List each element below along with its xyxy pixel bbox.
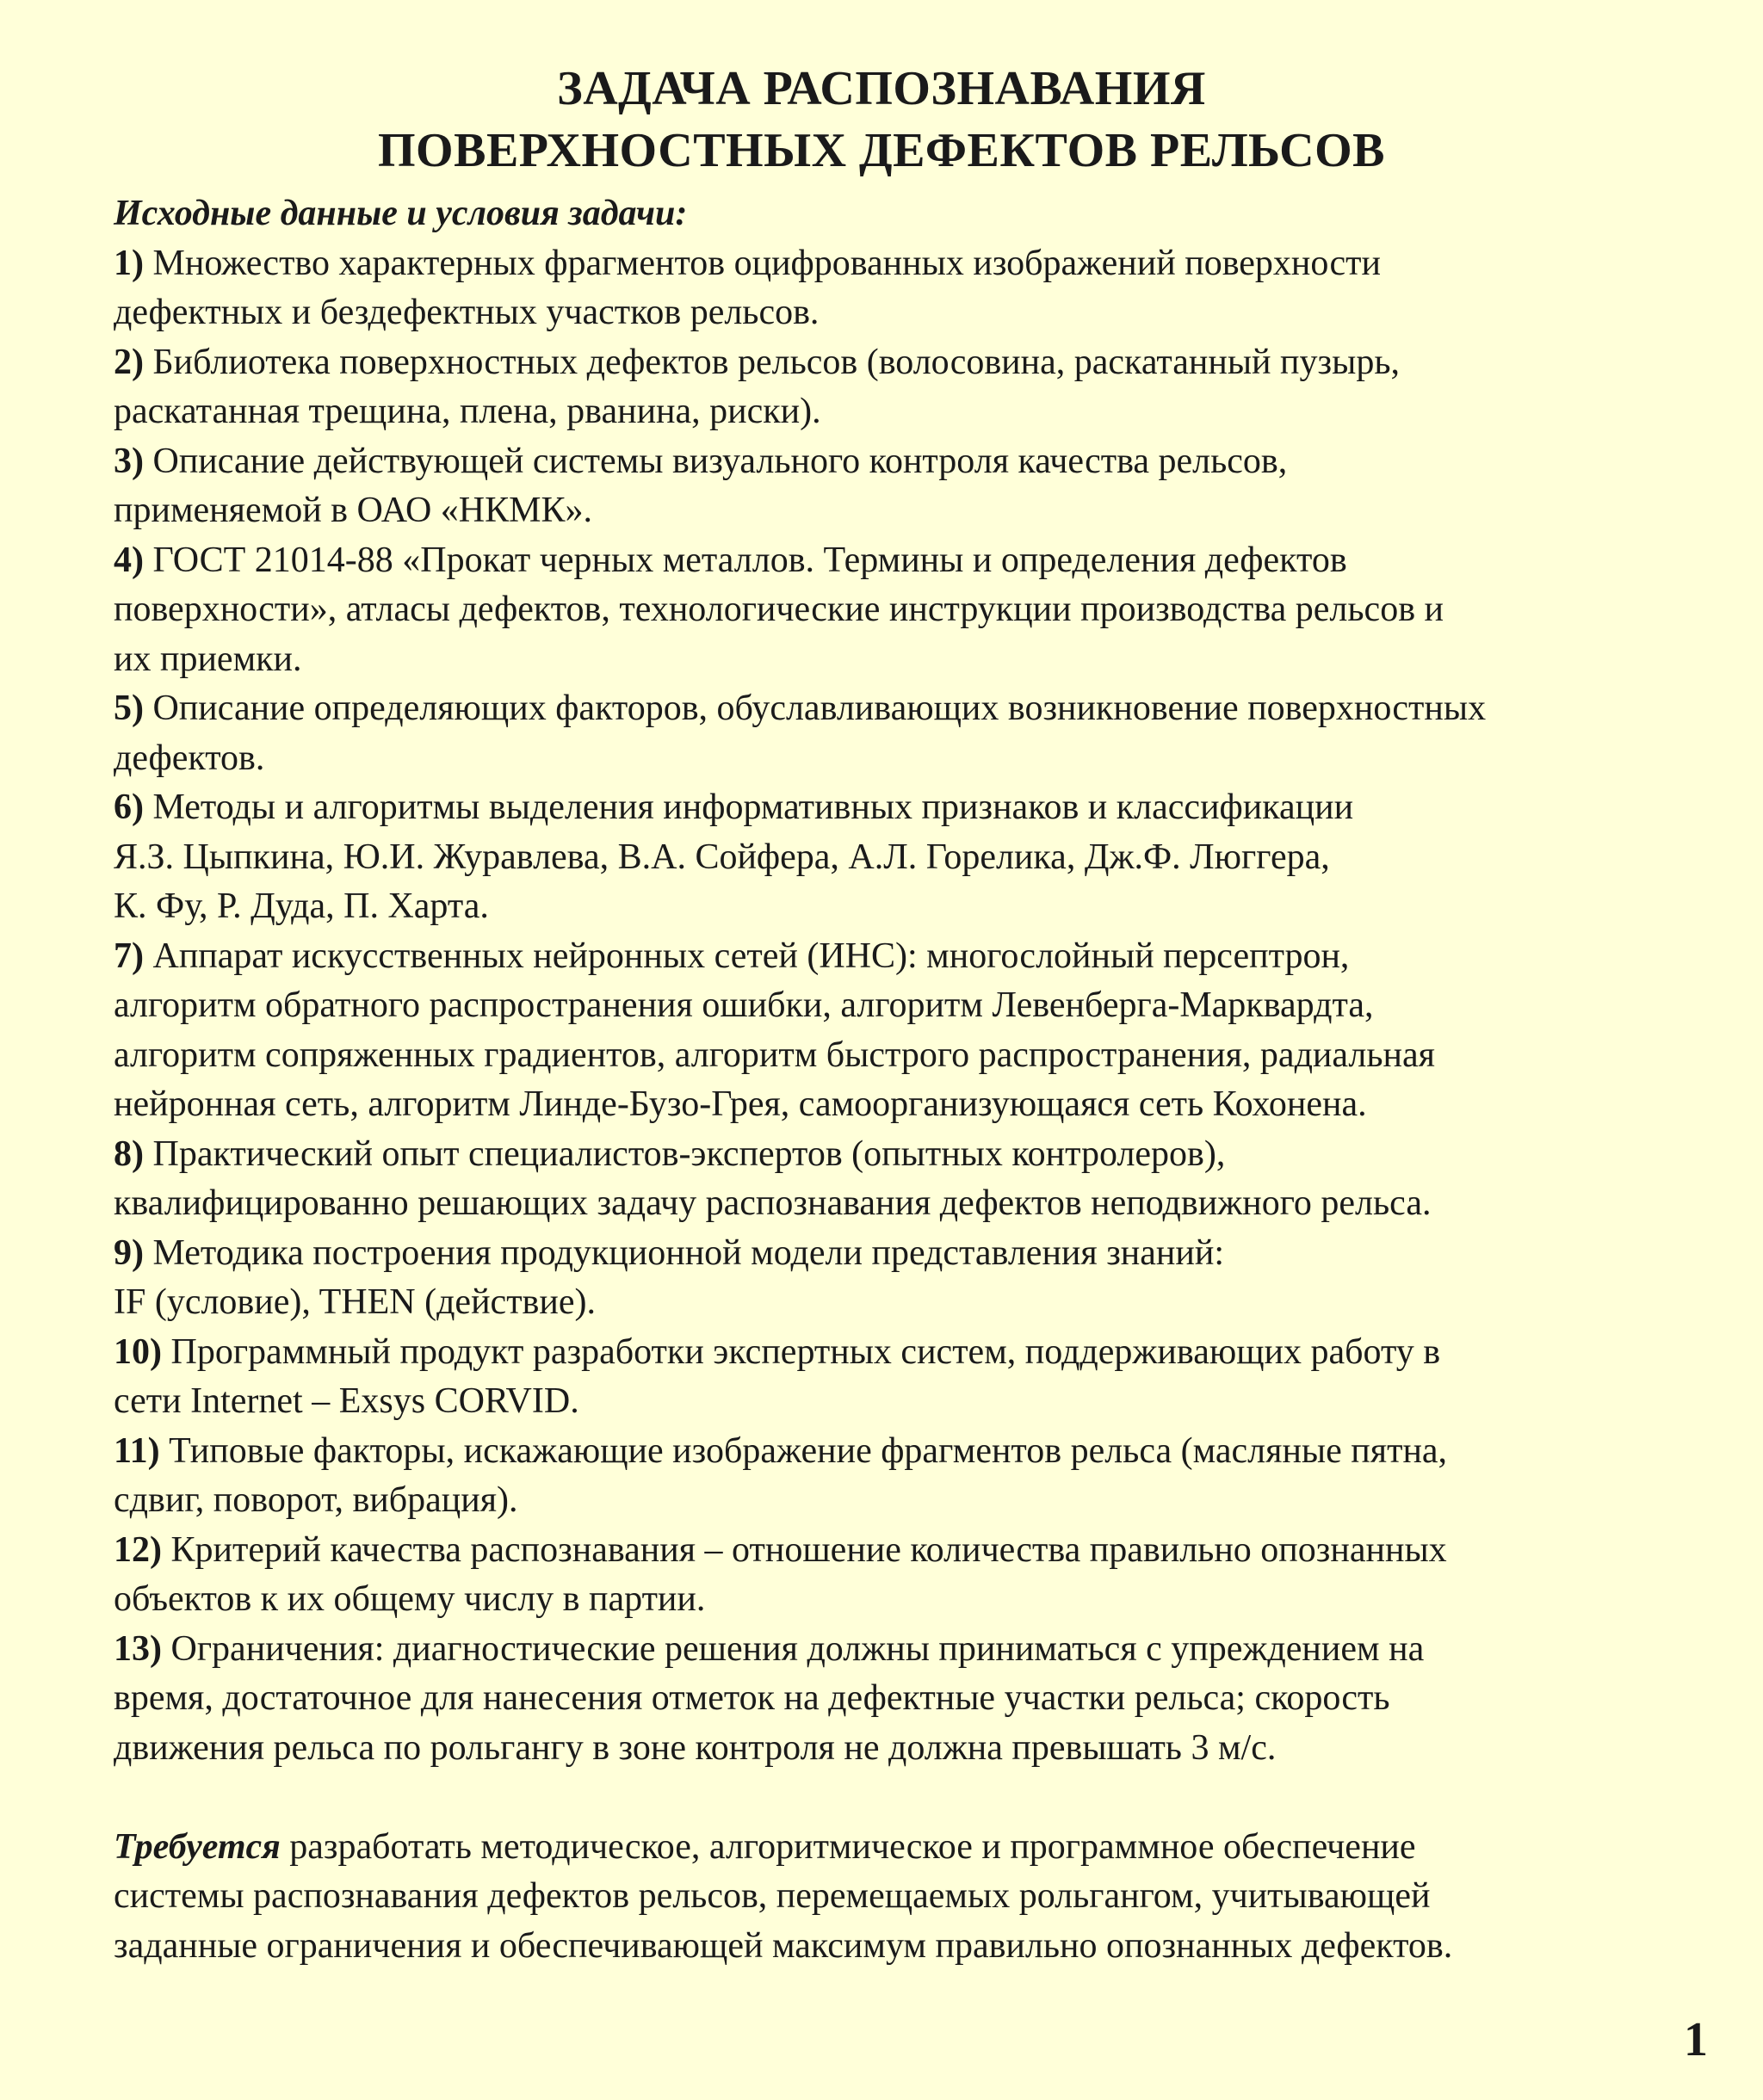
item-text: Типовые факторы, искажающие изображение фрагментов рельса (масляные пятна, <box>169 1430 1448 1471</box>
item-text: нейронная сеть, алгоритм Линде-Бузо-Грея, самоорганизующаяся сеть Кохонена. <box>114 1084 1367 1124</box>
item-text: раскатанная трещина, плена, рванина, риски). <box>114 392 821 431</box>
list-item <box>114 338 1732 437</box>
list-item <box>114 239 1732 338</box>
item-text: время, достаточное для нанесения отметок на дефектные участки рельса; скорость <box>114 1678 1390 1718</box>
item-number: 2) <box>114 342 144 382</box>
item-text: К. Фу, Р. Дуда, П. Харта. <box>114 886 489 926</box>
list-item-line <box>114 1328 1732 1378</box>
item-number: 6) <box>114 788 144 827</box>
item-text: алгоритм сопряженных градиентов, алгоритм быстрого распространения, радиальная <box>114 1035 1435 1075</box>
item-number: 9) <box>114 1232 144 1273</box>
item-number: 5) <box>114 689 144 728</box>
item-text: Методы и алгоритмы выделения информативных признаков и классификации <box>152 788 1354 827</box>
item-text: Описание действующей системы визуального контроля качества рельсов, <box>152 441 1288 481</box>
list-item-line <box>114 783 1732 833</box>
subheading: Исходные данные и условия задачи: <box>114 194 688 233</box>
list-item <box>114 536 1732 685</box>
conditions-list <box>114 239 1732 1774</box>
item-text: Ограничения: диагностические решения должны приниматься с упреждением на <box>170 1628 1425 1669</box>
requirement-text: заданные ограничения и обеспечивающей максимум правильно опознанных дефектов. <box>114 1925 1453 1966</box>
list-item-line <box>114 1526 1732 1576</box>
list-item-line <box>114 1625 1732 1675</box>
list-item <box>114 684 1732 783</box>
spacer <box>114 1773 1732 1823</box>
item-number: 7) <box>114 936 144 976</box>
page-title-line-2: ПОВЕРХНОСТНЫХ ДЕФЕКТОВ РЕЛЬСОВ <box>377 124 1386 177</box>
list-item-line <box>114 536 1732 586</box>
item-text: дефектных и бездефектных участков рельсов. <box>114 293 820 332</box>
item-text: квалифицированно решающих задачу распознавания дефектов неподвижного рельса. <box>114 1183 1432 1223</box>
requirement-paragraph <box>114 1823 1732 1972</box>
item-text: Я.З. Цыпкина, Ю.И. Журавлева, В.А. Сойфера, А.Л. Горелика, Дж.Ф. Люггера, <box>114 837 1330 877</box>
list-item <box>114 1625 1732 1774</box>
requirement-lead: Требуется <box>114 1826 281 1867</box>
item-text: ГОСТ 21014-88 «Прокат черных металлов. Термины и определения дефектов <box>152 540 1347 580</box>
item-number: 11) <box>114 1430 160 1471</box>
item-number: 4) <box>114 540 144 580</box>
requirement-line <box>114 1823 1732 1873</box>
list-item <box>114 1526 1732 1625</box>
list-item-line <box>114 1229 1732 1279</box>
item-text: применяемой в ОАО «НКМК». <box>114 491 593 530</box>
item-number: 8) <box>114 1133 144 1174</box>
item-text: движения рельса по рольгангу в зоне контроля не должна превышать 3 м/с. <box>114 1727 1277 1768</box>
list-item-line <box>114 338 1732 388</box>
item-text: Практический опыт специалистов-экспертов (опытных контролеров), <box>152 1133 1226 1174</box>
list-item-line <box>114 437 1732 487</box>
item-text: IF (условие), THEN (действие). <box>114 1282 596 1322</box>
item-text: дефектов. <box>114 738 265 778</box>
item-text: Критерий качества распознавания – отношение количества правильно опознанных <box>170 1529 1447 1570</box>
item-number: 10) <box>114 1331 162 1372</box>
requirement-text: системы распознавания дефектов рельсов, перемещаемых рольгангом, учитывающей <box>114 1876 1431 1916</box>
item-text: сети Internet – Exsys CORVID. <box>114 1381 579 1421</box>
item-text: Аппарат искусственных нейронных сетей (ИНС): многослойный персептрон, <box>152 936 1350 976</box>
item-text: Библиотека поверхностных дефектов рельсов (волосовина, раскатанный пузырь, <box>152 342 1400 382</box>
list-item <box>114 1328 1732 1427</box>
item-text: объектов к их общему числу в партии. <box>114 1579 706 1619</box>
item-number: 1) <box>114 243 144 283</box>
list-item <box>114 1427 1732 1526</box>
requirement-text: разработать методическое, алгоритмическое и программное обеспечение <box>289 1826 1416 1867</box>
item-text: Описание определяющих факторов, обуславливающих возникновение поверхностных <box>152 689 1487 728</box>
item-text: сдвиг, поворот, вибрация). <box>114 1480 518 1520</box>
list-item <box>114 1130 1732 1229</box>
item-text: поверхности», атласы дефектов, технологические инструкции производства рельсов и <box>114 590 1444 629</box>
list-item <box>114 1229 1732 1328</box>
list-item-line <box>114 1130 1732 1180</box>
item-text: Множество характерных фрагментов оцифрованных изображений поверхности <box>152 243 1381 283</box>
item-text: Программный продукт разработки экспертных систем, поддерживающих работу в <box>170 1331 1441 1372</box>
page-number: 1 <box>1684 2013 1708 2066</box>
list-item-line <box>114 932 1732 982</box>
item-number: 13) <box>114 1628 162 1669</box>
item-text: алгоритм обратного распространения ошибки, алгоритм Левенберга-Марквардта, <box>114 985 1374 1025</box>
item-text: Методика построения продукционной модели представления знаний: <box>152 1232 1225 1273</box>
item-number: 12) <box>114 1529 162 1570</box>
content-body <box>114 189 1732 1971</box>
list-item-line <box>114 684 1732 734</box>
list-item <box>114 437 1732 536</box>
list-item <box>114 783 1732 932</box>
list-item-line <box>114 239 1732 289</box>
item-text: их приемки. <box>114 639 302 679</box>
page-title-line-1: ЗАДАЧА РАСПОЗНАВАНИЯ <box>557 62 1206 115</box>
item-number: 3) <box>114 441 144 481</box>
list-item <box>114 932 1732 1130</box>
list-item-line <box>114 1427 1732 1477</box>
